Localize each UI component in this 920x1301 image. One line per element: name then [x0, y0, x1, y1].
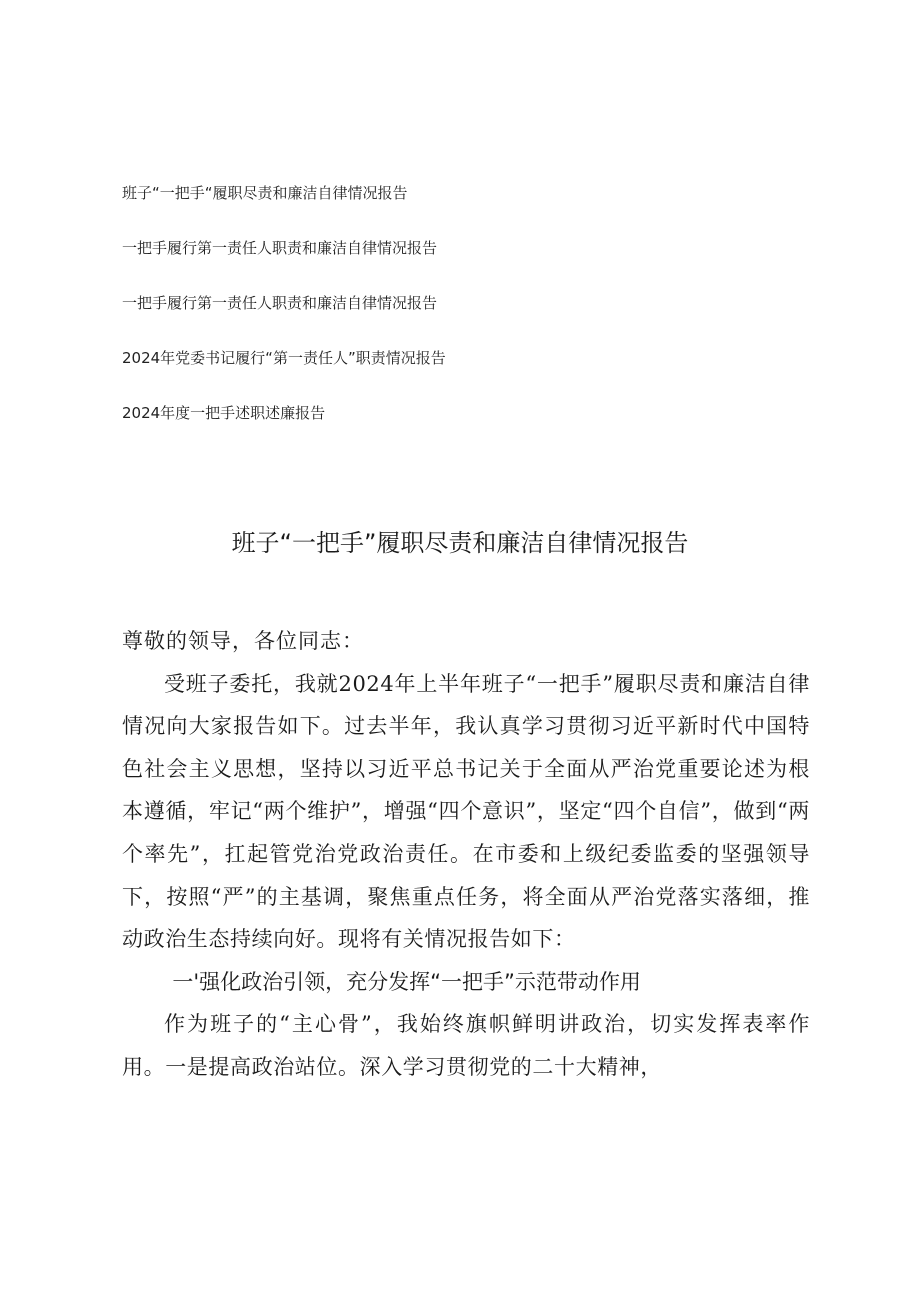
toc-item[interactable]: 2024年度一把手述职述廉报告 — [122, 404, 326, 422]
toc-item[interactable]: 班子“一把手“履职尽责和廉洁自律情况报告 — [122, 184, 408, 202]
document-title: 班子“一把手”履职尽责和廉洁自律情况报告 — [231, 529, 689, 557]
toc-item[interactable]: 一把手履行第一责任人职责和廉洁自律情况报告 — [122, 294, 438, 312]
paragraph: 作为班子的“主心骨”，我始终旗帜鲜明讲政治，切实发挥表率作用。一是提高政治站位。深入学习贯彻党的二十大精神， — [122, 1012, 810, 1079]
paragraph: 受班子委托，我就2024年上半年班子“一把手”履职尽责和廉洁自律情况向大家报告如下。过去半年，我认真学习贯彻习近平新时代中国特色社会主义思想，坚持以习近平总书记关于全面从严治党重要论述为根本遵循，牢记“两个维护”，增强“四个意识”，坚定“四个自信”，做到“两个率先”，扛起管党治党政治责任。在市委和上级纪委监委的坚强领导下，按照“严”的主基调，聚焦重点任务，将全面从严治党落实落细，推动政治生态持续向好。现将有关情况报告如下： — [122, 671, 810, 952]
document-body — [122, 620, 810, 1089]
table-of-contents — [122, 183, 722, 458]
section-heading: 一'强化政治引领，充分发挥“一把手”示范带动作用 — [172, 969, 641, 994]
toc-item[interactable]: 2024年党委书记履行“第一责任人”职责情况报告 — [122, 349, 446, 367]
greeting: 尊敬的领导，各位同志： — [122, 629, 364, 653]
toc-item[interactable]: 一把手履行第一责任人职责和廉洁自律情况报告 — [122, 239, 438, 257]
